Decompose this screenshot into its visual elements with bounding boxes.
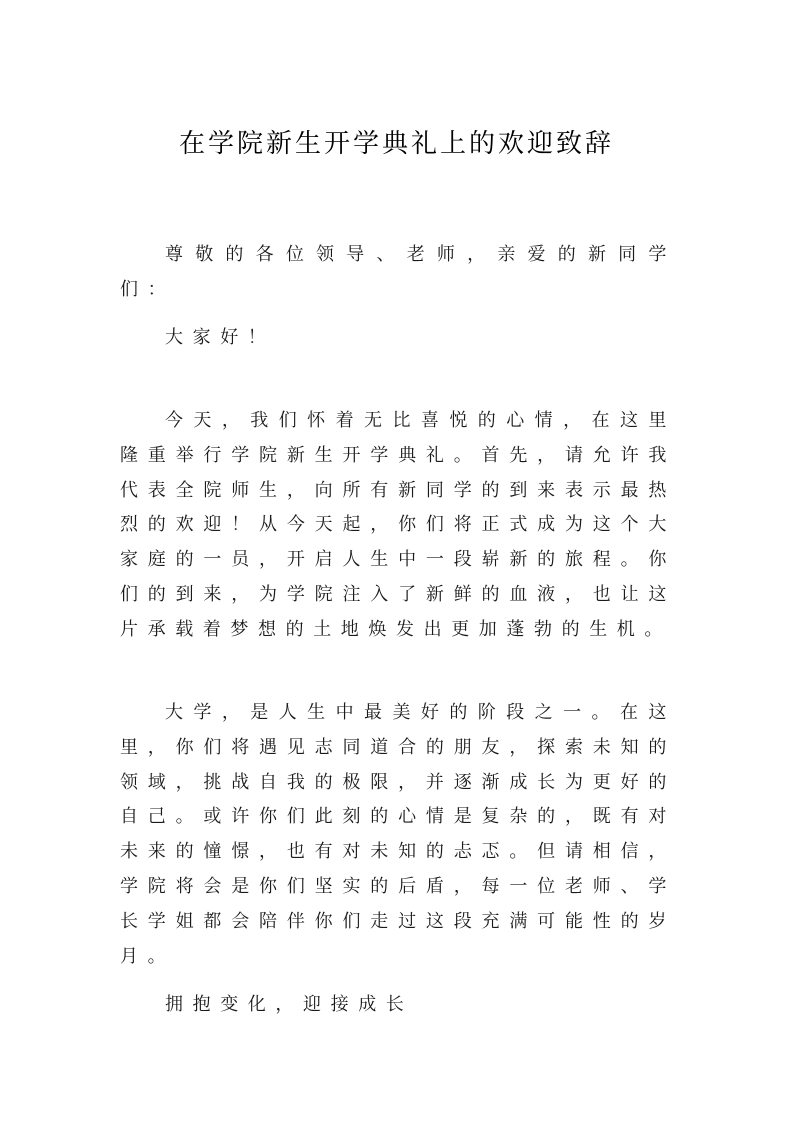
paragraph-university: 大学，是人生中最美好的阶段之一。在这里，你们将遇见志同道合的朋友，探索未知的领域，挑战自我的极限，并逐渐成长为更好的自己。或许你们此刻的心情是复杂的，既有对未来的憧憬，也有对未知的忐忑。但请相信，学院将会是你们坚实的后盾，每一位老师、学长学姐都会陪伴你们走过这段充满可能性的岁月。 <box>120 702 676 967</box>
greeting: 大家好！ <box>165 327 276 348</box>
section-heading: 拥抱变化，迎接成长 <box>165 994 414 1015</box>
salutation: 尊敬的各位领导、老师，亲爱的新同学们： <box>120 244 676 300</box>
paragraph-welcome: 今天，我们怀着无比喜悦的心情，在这里隆重举行学院新生开学典礼。首先，请允许我代表全院师生，向所有新同学的到来表示最热烈的欢迎！从今天起，你们将正式成为这个大家庭的一员，开启人生中一段崭新的旅程。你们的到来，为学院注入了新鲜的血液，也让这片承载着梦想的土地焕发出更加蓬勃的生机。 <box>120 410 676 640</box>
document-title: 在学院新生开学典礼上的欢迎致辞 <box>178 129 614 159</box>
